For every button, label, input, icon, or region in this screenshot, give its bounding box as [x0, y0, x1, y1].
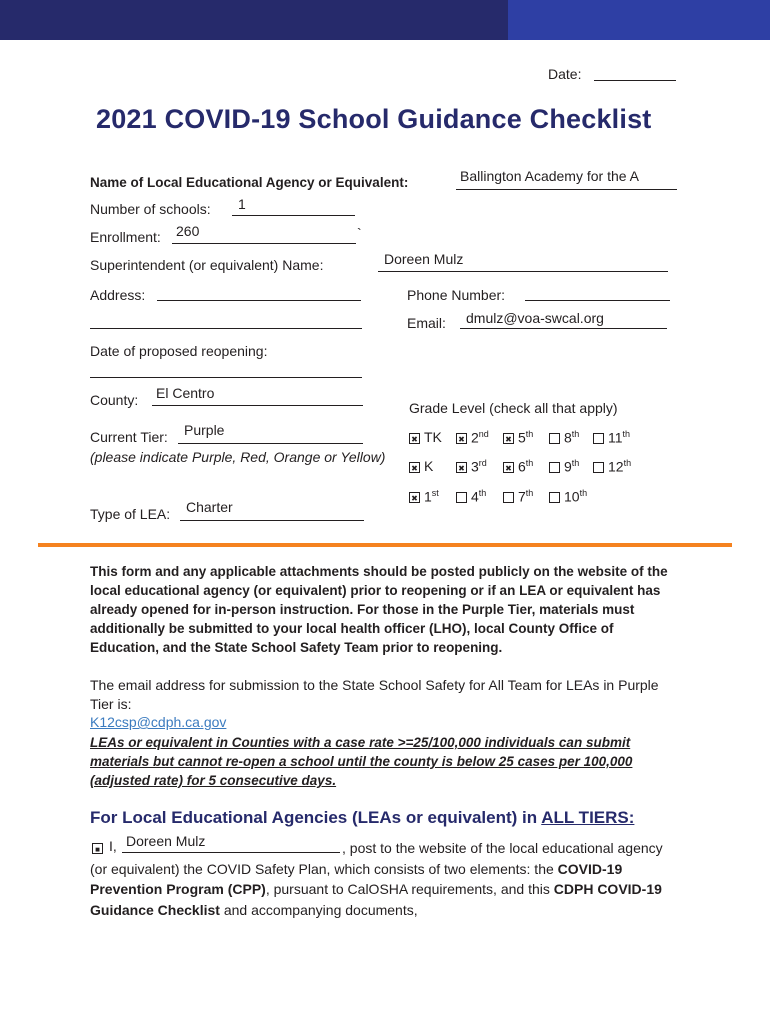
grade-1-option[interactable]	[409, 488, 439, 505]
lea-name-value: Ballington Academy for the A	[460, 168, 639, 184]
grade-label: 12	[608, 458, 624, 475]
grade-8-option[interactable]	[549, 429, 579, 446]
grade-label: 1	[424, 488, 432, 505]
header-bar-accent	[508, 0, 770, 40]
grade-suffix: th	[525, 458, 534, 468]
reopening-label: Date of proposed reopening:	[90, 343, 268, 359]
tier-field[interactable]	[178, 443, 363, 444]
grade-label: 5	[518, 429, 526, 446]
grade-label: 3	[471, 458, 479, 475]
address-field-line1[interactable]	[157, 300, 361, 301]
grade-12-option[interactable]	[593, 458, 631, 475]
grade-label: 9	[564, 458, 572, 475]
grade-4-option[interactable]	[456, 488, 486, 505]
grade-label: TK	[424, 429, 442, 445]
grade-tk-option[interactable]	[409, 429, 442, 445]
enrollment-value: 260	[176, 223, 200, 239]
schools-label: Number of schools:	[90, 201, 211, 217]
notice-bold-text: This form and any applicable attachments should be posted publicly on the website of the local educational agency (or equivalent) prior to reopening or if an LEA or equivalent has already opened for in-person instruction. For those in the Purple Tier, materials must additionally be submitted to your local health officer (LHO), local County Office of Education, and the State School Safety Team prior to reopening.	[90, 564, 668, 655]
county-field[interactable]	[152, 405, 363, 406]
attestation-text-1: , post to the website of the local educational agency (or equivalent) the COVID Safety Plan, which consists of two elements: the	[90, 840, 663, 877]
lea-type-label: Type of LEA:	[90, 506, 171, 522]
grade-label: 2	[471, 429, 479, 446]
schools-value: 1	[238, 196, 246, 212]
attestation-i-label: I,	[109, 838, 117, 854]
attestation-text-2: , pursuant to CalOSHA requirements, and this	[265, 881, 554, 897]
grade-2-option[interactable]	[456, 429, 489, 446]
all-tiers-heading-emph: ALL TIERS:	[541, 808, 635, 827]
checked-box-icon[interactable]: ✖	[456, 433, 467, 444]
unchecked-box-icon[interactable]	[549, 492, 560, 503]
address-field-line2[interactable]	[90, 328, 362, 329]
grade-label: 8	[564, 429, 572, 446]
attestation-checkbox[interactable]: ■	[92, 843, 103, 854]
attestation-name-value: Doreen Mulz	[126, 833, 206, 849]
schools-field[interactable]	[232, 215, 355, 216]
lea-name-label: Name of Local Educational Agency or Equivalent:	[90, 175, 409, 190]
grade-11-option[interactable]	[593, 429, 630, 446]
date-field[interactable]	[594, 80, 676, 81]
grade-suffix: th	[622, 429, 631, 439]
grade-label: 11	[608, 429, 623, 446]
grade-10-option[interactable]	[549, 488, 587, 505]
phone-label: Phone Number:	[407, 287, 506, 303]
email-label: Email:	[407, 315, 446, 331]
unchecked-box-icon[interactable]	[593, 462, 604, 473]
email-value: dmulz@voa-swcal.org	[466, 310, 604, 326]
reopening-field[interactable]	[90, 377, 362, 378]
grade-suffix: nd	[478, 429, 489, 439]
lea-name-field[interactable]	[456, 189, 677, 190]
grade-k-option[interactable]	[409, 458, 433, 474]
unchecked-box-icon[interactable]	[503, 492, 514, 503]
superintendent-value: Doreen Mulz	[384, 251, 464, 267]
checklist-text: CDPH COVID-19 Guidance Checklist	[90, 881, 662, 918]
grade-level-label: Grade Level (check all that apply)	[409, 400, 618, 416]
grade-5-option[interactable]	[503, 429, 533, 446]
enrollment-field[interactable]	[172, 243, 356, 244]
grade-label: 10	[564, 488, 580, 505]
unchecked-box-icon[interactable]	[456, 492, 467, 503]
grade-9-option[interactable]	[549, 458, 579, 475]
cpp-text: COVID-19 Prevention Program (CPP)	[90, 860, 623, 897]
lea-type-field[interactable]	[180, 520, 364, 521]
attestation-text-3: and accompanying documents,	[219, 901, 418, 918]
grade-suffix: th	[571, 429, 580, 439]
enrollment-label: Enrollment:	[90, 229, 161, 245]
email-field[interactable]	[460, 328, 667, 329]
grade-suffix: th	[571, 458, 580, 468]
tier-note: (please indicate Purple, Red, Orange or Yellow)	[90, 449, 386, 465]
all-tiers-heading	[90, 808, 634, 828]
grade-suffix: th	[525, 429, 534, 439]
county-label: County:	[90, 392, 139, 408]
page-title: 2021 COVID-19 School Guidance Checklist	[96, 104, 652, 134]
grade-suffix: th	[478, 488, 487, 498]
notice-submission-text: The email address for submission to the State School Safety for All Team for LEAs in Purple Tier is:	[90, 677, 659, 712]
grade-6-option[interactable]	[503, 458, 533, 475]
lea-type-value: Charter	[186, 499, 233, 515]
checked-box-icon[interactable]: ✖	[503, 462, 514, 473]
grade-suffix: rd	[478, 458, 487, 468]
phone-field[interactable]	[525, 300, 670, 301]
grade-label: 7	[518, 488, 526, 505]
case-rate-warning: LEAs or equivalent in Counties with a case rate >=25/100,000 individuals can submit materials but cannot re-open a school until the county is below 25 cases per 100,000 (adjusted rate) for 5 consecutive days.	[90, 735, 633, 788]
tier-value: Purple	[184, 422, 225, 438]
address-label: Address:	[90, 287, 146, 303]
section-divider	[38, 543, 732, 547]
checked-box-icon[interactable]: ✖	[409, 433, 420, 444]
grade-7-option[interactable]	[503, 488, 533, 505]
unchecked-box-icon[interactable]	[549, 433, 560, 444]
submission-email-link[interactable]: K12csp@cdph.ca.gov	[90, 714, 227, 730]
unchecked-box-icon[interactable]	[593, 433, 604, 444]
county-value: El Centro	[156, 385, 215, 401]
date-label: Date:	[548, 66, 582, 82]
checked-box-icon[interactable]: ✖	[409, 492, 420, 503]
grade-suffix: th	[623, 458, 632, 468]
grade-3-option[interactable]	[456, 458, 487, 475]
attestation-text	[90, 838, 680, 920]
grade-suffix: th	[579, 488, 588, 498]
grade-label: 6	[518, 458, 526, 475]
checked-box-icon[interactable]: ✖	[409, 462, 420, 473]
grade-suffix: th	[525, 488, 534, 498]
grade-suffix: st	[431, 488, 439, 498]
grade-label: K	[424, 458, 434, 474]
enrollment-tick: `	[357, 225, 362, 241]
tier-label: Current Tier:	[90, 429, 168, 445]
superintendent-field[interactable]	[378, 271, 668, 272]
checked-box-icon[interactable]: ✖	[456, 462, 467, 473]
grade-label: 4	[471, 488, 479, 505]
all-tiers-heading-prefix: For Local Educational Agencies (LEAs or equivalent) in	[90, 808, 542, 827]
checked-box-icon[interactable]: ✖	[503, 433, 514, 444]
unchecked-box-icon[interactable]	[549, 462, 560, 473]
superintendent-label: Superintendent (or equivalent) Name:	[90, 257, 324, 273]
